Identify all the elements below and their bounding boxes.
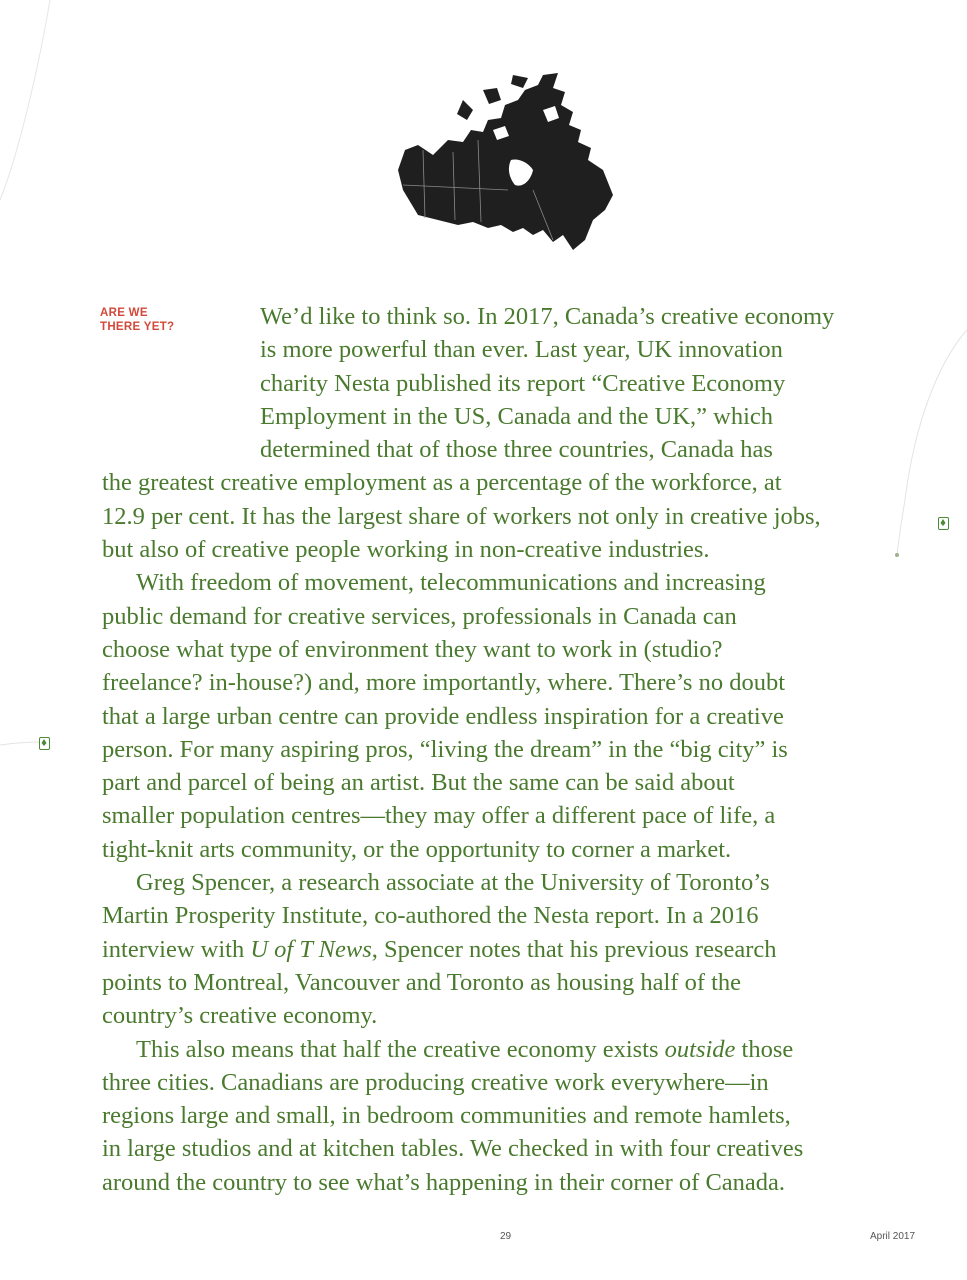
section-label-line2: THERE YET? — [100, 321, 175, 333]
article-line: person. For many aspiring pros, “living the dream” in the “big city” is — [102, 735, 788, 763]
article-line: Greg Spencer, a research associate at the University of Toronto’s — [136, 869, 770, 897]
article-line — [102, 1033, 902, 1066]
article-line: smaller population centres—they may offer a different pace of life, a — [102, 802, 776, 830]
article-line: charity Nesta published its report “Creative Economy — [260, 369, 786, 397]
article-line: 12.9 per cent. It has the largest share of workers not only in creative jobs, — [102, 502, 821, 530]
article-line-text: those — [735, 1035, 794, 1063]
article-line-text: , Spencer notes that his previous research — [371, 935, 777, 963]
canada-map-illustration — [393, 70, 618, 260]
article-line-text: This also means that half the creative economy exists — [136, 1035, 665, 1063]
route-dot — [895, 553, 899, 557]
article-line: freelance? in-house?) and, more importantly, where. There’s no doubt — [102, 669, 786, 697]
emphasis-text: outside — [664, 1035, 736, 1063]
article-line: is more powerful than ever. Last year, UK innovation — [260, 336, 783, 364]
issue-date: April 2017 — [870, 1231, 916, 1242]
article-line: We’d like to think so. In 2017, Canada’s creative economy — [260, 303, 835, 330]
article-line: around the country to see what’s happening in their corner of Canada. — [102, 1168, 786, 1196]
article-line: that a large urban centre can provide endless inspiration for a creative — [102, 702, 784, 730]
article-body — [102, 300, 902, 1199]
publication-title: U of T News — [250, 935, 372, 963]
article-line: Martin Prosperity Institute, co-authored the Nesta report. In a 2016 — [102, 902, 759, 930]
page-number: 29 — [500, 1231, 512, 1242]
section-label-line1: ARE WE — [100, 307, 148, 319]
article-line: choose what type of environment they want to work in (studio? — [102, 635, 723, 663]
article-line: public demand for creative services, professionals in Canada can — [102, 602, 737, 630]
article-line: points to Montreal, Vancouver and Toronto as housing half of the — [102, 968, 742, 996]
article-line-text: interview with — [102, 935, 251, 963]
leaf-marker-icon — [938, 517, 949, 530]
article-line: the greatest creative employment as a percentage of the workforce, at — [102, 469, 782, 497]
article-line: but also of creative people working in non-creative industries. — [102, 536, 710, 564]
article-line: tight-knit arts community, or the opportunity to corner a market. — [102, 835, 732, 863]
article-line — [102, 933, 902, 966]
leaf-marker-icon — [39, 737, 50, 750]
article-line: part and parcel of being an artist. But the same can be said about — [102, 769, 735, 797]
article-line: country’s creative economy. — [102, 1002, 378, 1030]
article-line: Employment in the US, Canada and the UK,” which — [260, 402, 774, 430]
article-line: determined that of those three countries, Canada has — [260, 436, 773, 464]
article-line: in large studios and at kitchen tables. We checked in with four creatives — [102, 1135, 804, 1163]
article-line: three cities. Canadians are producing creative work everywhere—in — [102, 1068, 769, 1096]
article-line: With freedom of movement, telecommunications and increasing — [136, 569, 766, 597]
article-line: regions large and small, in bedroom communities and remote hamlets, — [102, 1102, 791, 1130]
